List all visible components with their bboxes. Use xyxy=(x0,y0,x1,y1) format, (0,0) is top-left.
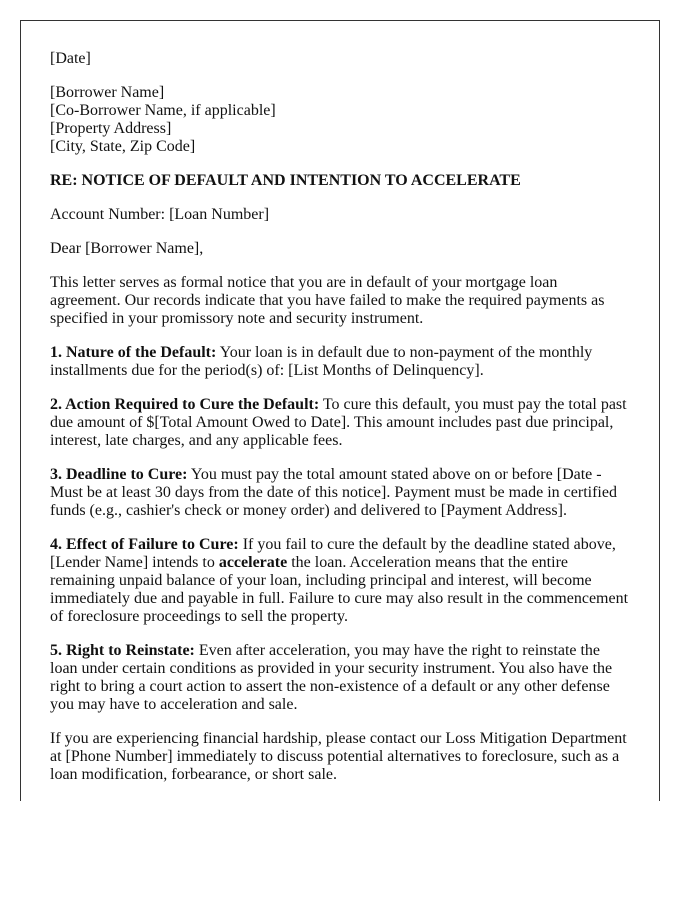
letter-date: [Date] xyxy=(50,50,91,67)
section-body: You must pay the total amount stated above on or before [Date - Must be at least 30 days from the date of this notice]. Payment must be made in certified funds (e.g., cashier's check or money order) and delivered to [Payment Address]. xyxy=(50,466,617,519)
section-action-required xyxy=(50,396,630,450)
section-deadline-to-cure xyxy=(50,466,630,520)
account-number-line: Account Number: [Loan Number] xyxy=(50,206,270,223)
intro-paragraph: This letter serves as formal notice that you are in default of your mortgage loan agreement. Our records indicate that you have failed to make the required payments as specified in your promissory note and security instrument. xyxy=(50,274,605,327)
borrower-name: [Borrower Name] xyxy=(50,84,165,101)
section-effect-of-failure xyxy=(50,536,630,626)
section-nature-of-default xyxy=(50,344,630,380)
letter-page xyxy=(20,20,660,801)
section-body: Your loan is in default due to non-payment of the monthly installments due for the period(s) of: [List Months of Delinquency]. xyxy=(50,344,593,379)
property-address: [Property Address] xyxy=(50,120,172,137)
section-heading: 5. Right to Reinstate: xyxy=(50,642,195,659)
section-heading: 2. Action Required to Cure the Default: xyxy=(50,396,320,413)
section-heading: 1. Nature of the Default: xyxy=(50,344,217,361)
subject-line: RE: NOTICE OF DEFAULT AND INTENTION TO ACCELERATE xyxy=(50,172,521,189)
section-body-after: the loan. Acceleration means that the entire remaining unpaid balance of your loan, including principal and interest, will become immediately due and payable in full. Failure to cure may also result in the commencement of foreclosure proceedings to sell the property. xyxy=(50,554,629,625)
city-state-zip: [City, State, Zip Code] xyxy=(50,138,196,155)
co-borrower-name: [Co-Borrower Name, if applicable] xyxy=(50,102,276,119)
section-heading: 4. Effect of Failure to Cure: xyxy=(50,536,239,553)
section-body: To cure this default, you must pay the total past due amount of $[Total Amount Owed to Date]. This amount includes past due principal, interest, late charges, and any applicable fees. xyxy=(50,396,627,449)
closing-paragraph: If you are experiencing financial hardship, please contact our Loss Mitigation Department at [Phone Number] immediately to discuss potential alternatives to foreclosure, such as a loan modification, forbearance, or short sale. xyxy=(50,730,627,783)
section-right-to-reinstate xyxy=(50,642,630,714)
accelerate-emphasis: accelerate xyxy=(218,554,288,571)
recipient-address-block xyxy=(50,84,630,156)
section-heading: 3. Deadline to Cure: xyxy=(50,466,188,483)
section-body-before: If you fail to cure the default by the deadline stated above, [Lender Name] intends to xyxy=(50,536,616,571)
salutation: Dear [Borrower Name], xyxy=(50,240,204,257)
section-body: Even after acceleration, you may have the right to reinstate the loan under certain conditions as provided in your security instrument. You also have the right to bring a court action to assert the non-existence of a default or any other defense you may have to acceleration and sale. xyxy=(50,642,613,713)
